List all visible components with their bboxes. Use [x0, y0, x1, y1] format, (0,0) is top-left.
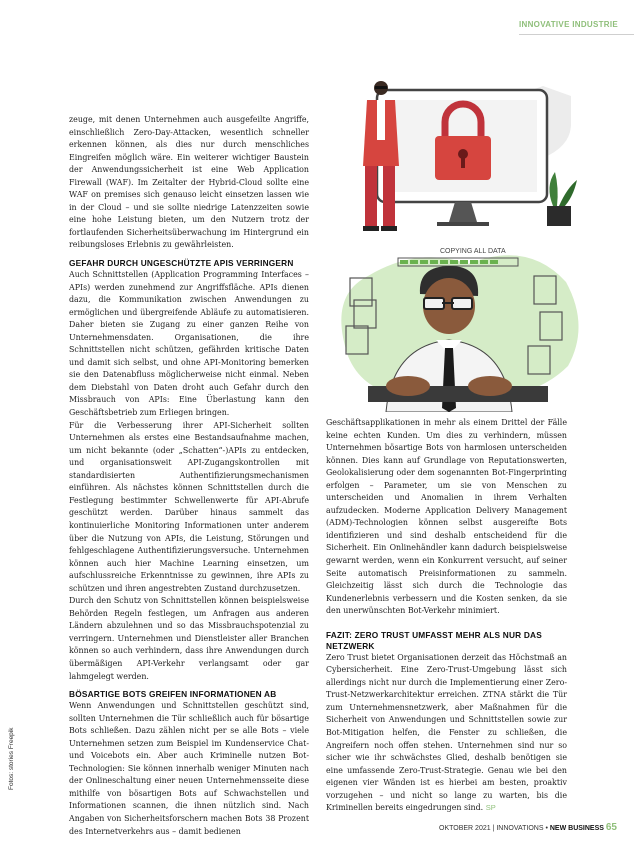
left-paragraph-4: Durch den Schutz von Schnittstellen können beispielsweise Behörden Regeln festlegen, um Anfragen aus anderen Ländern abzulehnen und so das Missbrauchspotenzial zu verringern. Unternehmen und Dienstleister aller Branchen können so auch verhindern, dass ihre Anwendungen durch übermäßigen API-Verkehr verlangsamt oder gar lahmgelegt werden.: [69, 596, 309, 681]
header-divider: [519, 34, 634, 35]
left-paragraph-5: Wenn Anwendungen und Schnittstellen geschützt sind, sollten Unternehmen die Tür schließlich auch für bösartige Bots schließen. Dazu zählen nicht per se alle Bots – viele Unternehmen setzen zum Beispiel im Kundenservice Chat- und Voicebots ein. Aber auch Kriminelle nutzen Bot-Technologien: Sie können innerhalb weniger Minuten nach der Onlineschaltung einer neuen Unternehmensseite diese mithilfe von bösartigen Bots auf Schwachstellen und Informationen scannen, die ihnen nützlich sind. Nach Angaben von Sicherheitsforschern machen Bots 38 Prozent des Internetverkehrs aus – damit bedienen: [69, 701, 309, 836]
right-paragraph-2: [326, 652, 567, 815]
hacker-computer-illustration: [328, 236, 588, 412]
page-number: 65: [605, 822, 617, 833]
right-column: [326, 417, 567, 815]
author-signature: SP: [485, 803, 496, 813]
heading-fazit: FAZIT: ZERO TRUST UMFASST MEHR ALS NUR DAS NETZWERK: [326, 629, 542, 651]
heading-bots: BÖSARTIGE BOTS GREIFEN INFORMATIONEN AB: [69, 689, 277, 700]
security-lock-person-illustration: [345, 76, 585, 234]
footer-brand: NEW BUSINESS: [549, 825, 604, 832]
left-paragraph-1: zeuge, mit denen Unternehmen auch ausgefeilte Angriffe, einschließlich Zero-Day-Attacken, wesentlich schneller erkennen können, als dies nur durch menschliches Eingreifen möglich wäre. Ein weiterer wichtiger Baustein der Anwendungssicherheit ist eine Web Application Firewall (WAF). Im Zeitalter der Hybrid-Cloud sollte eine WAF on premises sich genauso leicht einsetzen lassen wie in der Cloud – und sie sollte niedrige Latenzzeiten sowie eine hohe Leistung bieten, um den Nutzern trotz der fortlaufenden Sicherheitsüberwachung im Hintergrund ein reibungsloses Erlebnis zu gewährleisten.: [69, 115, 309, 250]
left-paragraph-2: Auch Schnittstellen (Application Programming Interfaces – APIs) werden zunehmend zur Angriffsfläche. APIs dienen dazu, die Kommunikation zwischen Anwendungen zu ermöglichen und übergreifende Abläufe zu automatisieren. Daher bieten sie Zugang zu einer ganzen Reihe von Unternehmensdaten. Organisationen, die ihre Schnittstellen nicht schützen, gefährden kritische Daten und damit sich selbst, und ohne API-Monitoring bemerken sie den Datenabfluss möglicherweise nicht einmal. Neben dem Diebstahl von Daten droht auch Gefahr durch den Missbrauch von APIs: Eine Überlastung kann den Geschäftsbetrieb zum Erliegen bringen.: [69, 270, 309, 418]
copying-caption: COPYING ALL DATA: [440, 248, 506, 255]
plant-icon: [549, 172, 557, 206]
right-paragraph-2-text: Zero Trust bietet Organisationen derzeit das Höchstmaß an Cybersicherheit. Eine Zero-Trust-Umgebung lässt sich allerdings nicht nur durch die Implementierung einer Zero-Trust-Netzwerkarchitektur erreichen. ZTNA stärkt die Tür zum Unternehmensnetzwerk, aber Maßnahmen für die Sicherheit von Anwendungen und Schnittstellen sowie zur Bot-Mitigation helfen, die Fenster zu schließen, die Angreifern noch offen stehen. Unternehmen sind nur so sicher wie ihr schwächstes Glied, deshalb benötigen sie eine umfassende Zero-Trust-Strategie. Genau wie bei den eigenen vier Wänden ist es hierbei am besten, proaktiv vorzugehen – und nicht so lange zu warten, bis die Kriminellen bereits eingedrungen sind.: [326, 652, 567, 813]
footer-issue: OKTOBER 2021 | INNOVATIONS •: [439, 825, 550, 832]
right-paragraph-1: Geschäftsapplikationen in mehr als einem Drittel der Fälle keine echten Kunden. Um dies zu verhindern, müssen Unternehmen bösartige Bots von harmlosen unterscheiden können. Dies kann auf Grundlage von Reputationswerten, Geolokalisierung oder dem sogenannten Bot-Fingerprinting erfolgen – Parameter, um sie von Menschen zu unterscheiden und Anomalien in ihrem Verhalten aufzudecken. Moderne Application Delivery Management (ADM)-Technologien können selbst ausgereifte Bots identifizieren und sind deshalb entscheidend für die Sicherheit. Ein Onlinehändler kann dadurch beispielsweise gewarnt werden, wenn ein Konkurrent versucht, auf seiner Seite automatisch Preisinformationen zu sammeln. Gleichzeitig lässt sich durch die Technologie das Kundenerlebnis verbessern und die Kosten senken, da sie den unerwünschten Bot-Verkehr minimiert.: [326, 418, 567, 616]
left-column: [69, 114, 309, 838]
page-footer: [439, 822, 617, 833]
section-header: INNOVATIVE INDUSTRIE: [519, 20, 619, 29]
left-paragraph-3: Für die Verbesserung ihrer API-Sicherheit sollten Unternehmen als erstes eine Bestandsaufnahme machen, um nicht bekannte (oder „Schatten“-)APIs zu entdecken, und organisationsweit API-Zugangskontrollen mit standardisierten Authentifizierungsmechanismen einführen. Als nächstes können Schnittstellen durch die Festlegung bestimmter Schwellenwerte für API-Abrufe geschützt werden. Darüber hinaus sammelt das kontinuierliche Monitoring Informationen unter anderem über die Nutzung von APIs, die Leistung, Störungen und fehlgeschlagene Authentifizierungsversuche. Unternehmen können auch hier Machine Learning einsetzen, um aufschlussreiche Erkenntnisse zu gewinnen, ihre APIs zu schützen und ihren angestrebten Zustand durchzusetzen.: [69, 420, 309, 593]
heading-apis: GEFAHR DURCH UNGESCHÜTZTE APIS VERRINGERN: [69, 258, 294, 269]
photo-credit: Fotos: stories Freepik: [8, 727, 15, 790]
